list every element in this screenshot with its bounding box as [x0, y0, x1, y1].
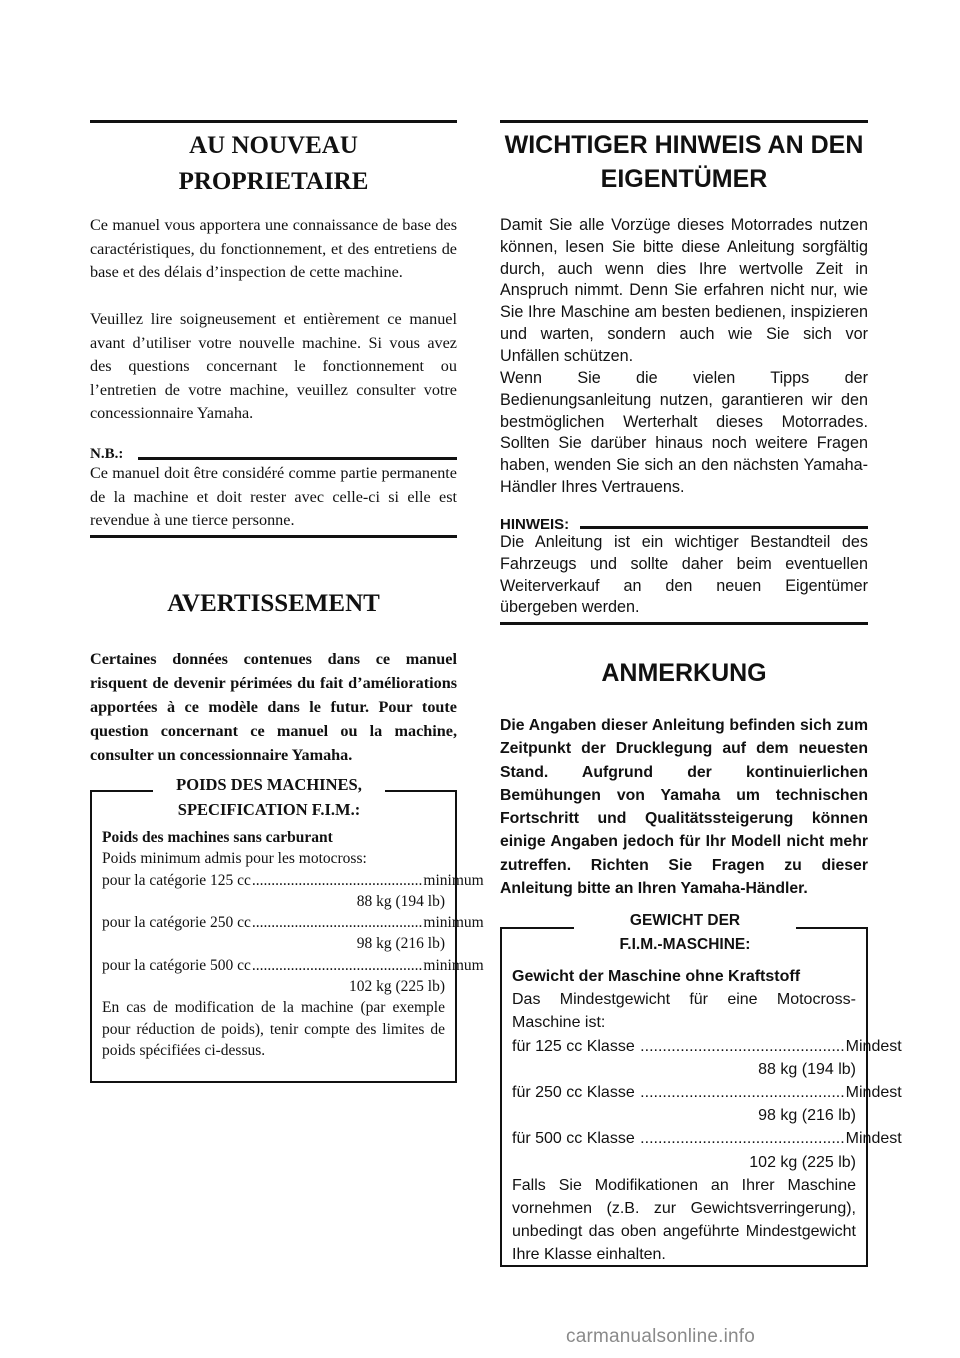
- box-title-line-2: SPECIFICATION F.I.M.:: [177, 800, 361, 819]
- note-bottom-rule: [500, 622, 868, 625]
- weight-spec-box: [90, 775, 484, 1083]
- box-intro: Das Mindestgewicht für eine Motocross-Maschine ist:: [512, 991, 856, 1032]
- class-125-value: 88 kg (194 lb): [356, 892, 445, 910]
- title-line-1: AU NOUVEAU: [189, 132, 358, 159]
- warning-text: Certaines données contenues dans ce manuel risquent de devenir périmées du fait d’améliorations apportées à ce modèle dans le futur. Pour toute question concernant ce manuel ou la machine, consulter un concessionnaire Yamaha.: [90, 650, 457, 764]
- intro-paragraph-1: Damit Sie alle Vorzüge dieses Motorrades nutzen können, lesen Sie bitte diese Anleitung sorgfältig durch, auch wenn dies Ihre wertvolle Zeit in Anspruch nimmt. Denn Sie erfahren nicht nur, wie Sie Ihre Maschine am besten bedienen, inspizieren und warten, sondern auch wie Sie sich vor Unfällen schützen.: [500, 216, 868, 365]
- watermark: carmanualsonline.info: [566, 1326, 756, 1347]
- box-heading: Gewicht der Maschine ohne Kraftstoff: [512, 968, 801, 985]
- class-500-value: 102 kg (225 lb): [348, 978, 445, 996]
- class-250-row: für 250 cc Klasse .............................................. Mindest: [512, 1084, 902, 1102]
- page-title: [90, 128, 457, 200]
- box-body: [102, 827, 484, 1061]
- class-125-row: für 125 cc Klasse .............................................. Mindest: [512, 1037, 902, 1055]
- class-500-row: für 500 cc Klasse .............................................. Mindest: [512, 1130, 902, 1148]
- note-rule: [138, 457, 457, 460]
- box-heading: Poids des machines sans carburant: [102, 829, 333, 846]
- class-250-value: 98 kg (216 lb): [356, 935, 445, 953]
- box-footer: Falls Sie Modifikationen an Ihrer Maschine vornehmen (z.B. zur Gewichtsverringerung), unbedingt das oben angeführte Mindestgewicht Ihre Klasse einhalten.: [512, 1176, 856, 1264]
- note-text: Ce manuel doit être considéré comme partie permanente de la machine et doit rester avec celle-ci si elle est revendue à une tierce personne.: [90, 464, 457, 529]
- note-text: Die Anleitung ist ein wichtiger Bestandteil des Fahrzeugs und sollte daher beim eventuellen Weiterverkauf an den neuen Eigentümer übergeben werden.: [500, 533, 868, 617]
- title-line-2: PROPRIETAIRE: [178, 168, 369, 195]
- box-title-line-1: POIDS DES MACHINES,: [176, 775, 362, 794]
- box-footer: En cas de modification de la machine (par exemple pour réduction de poids), tenir compte des limites de poids spécifiées ci-dessus.: [102, 999, 445, 1059]
- intro-paragraph-2: Veuillez lire soigneusement et entièrement ce manuel avant d’utiliser votre nouvelle machine. Si vous avez des questions concernant le fonctionnement ou l’entretien de votre machine, veuillez consulter votre concessionnaire Yamaha.: [90, 310, 457, 422]
- page-title: [500, 128, 868, 196]
- class-250-row: pour la catégorie 250 cc ............................................ minimum: [102, 914, 484, 932]
- box-title-line-1: GEWICHT DER: [629, 912, 741, 929]
- box-body: [512, 965, 902, 1267]
- class-500-value: 102 kg (225 lb): [749, 1153, 856, 1171]
- title-line-2: EIGENTÜMER: [600, 165, 768, 193]
- note-bottom-rule: [90, 535, 457, 538]
- top-rule: [500, 120, 868, 123]
- note-rule: [580, 526, 868, 529]
- box-title: [153, 772, 385, 822]
- class-125-value: 88 kg (194 lb): [758, 1060, 856, 1078]
- warning-title: ANMERKUNG: [601, 659, 767, 687]
- warning-text: Die Angaben dieser Anleitung befinden sich zum Zeitpunkt der Drucklegung auf dem neuesten Stand. Aufgrund der kontinuierlichen Bemühungen von Yamaha um technischen Fortschritt und Qualitätssteigerung können einige Angaben jedoch für Ihr Modell nicht mehr zutreffen. Richten Sie Fragen zu dieser Anleitung bitte an Ihren Yamaha-Händler.: [500, 717, 868, 898]
- box-intro: Poids minimum admis pour les motocross:: [102, 850, 367, 868]
- class-500-row: pour la catégorie 500 cc ............................................ minimum: [102, 956, 484, 974]
- title-line-1: WICHTIGER HINWEIS AN DEN: [504, 131, 864, 159]
- warning-title: AVERTISSEMENT: [167, 590, 380, 617]
- top-rule: [90, 120, 457, 123]
- class-250-value: 98 kg (216 lb): [758, 1107, 856, 1125]
- intro-paragraph-1: Ce manuel vous apportera une connaissance de base des caractéristiques, du fonctionnement, et des entretiens de base et des délais d’inspection de cette machine.: [90, 216, 457, 281]
- box-title-line-2: F.I.M.-MASCHINE:: [619, 936, 751, 953]
- box-title: [574, 909, 796, 957]
- weight-spec-box: [500, 912, 902, 1267]
- note-label: N.B.:: [90, 446, 129, 463]
- class-125-row: pour la catégorie 125 cc ............................................ minimum: [102, 871, 484, 889]
- note-label: HINWEIS:: [500, 516, 575, 533]
- intro-paragraph-2: Wenn Sie die vielen Tipps der Bedienungsanleitung nutzen, garantieren wir den bestmöglichen Werterhalt dieses Motorrades. Sollten Sie darüber hinaus noch weitere Fragen haben, wenden Sie sich an den nächsten Yamaha-Händler Ihres Vertrauens.: [500, 369, 868, 496]
